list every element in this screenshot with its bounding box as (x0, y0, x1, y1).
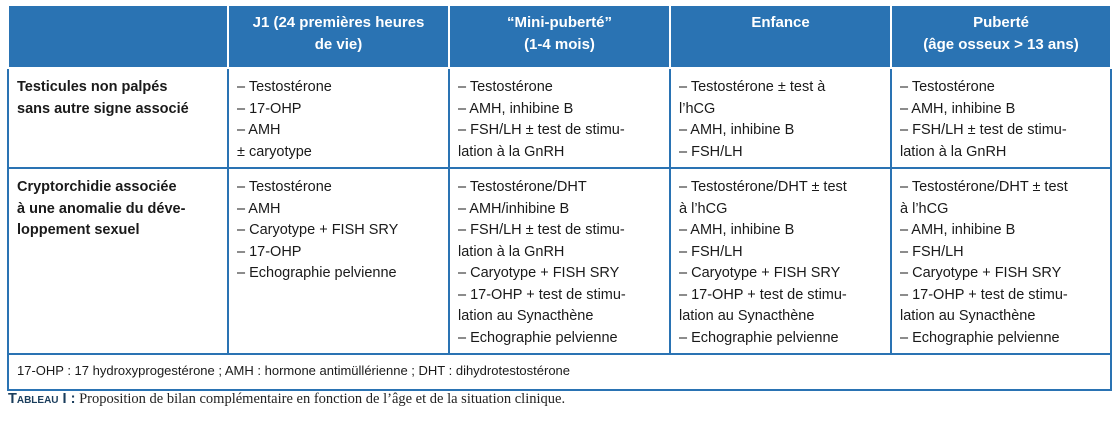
cell-line: à l’hCG (679, 200, 728, 217)
cell-j1 (228, 168, 449, 354)
header-mini-puberte: “Mini-puberté” (1-4 mois) (449, 5, 670, 68)
row-label: Testicules non palpés sans autre signe associé (8, 68, 228, 168)
cell-line: – Testostérone (900, 79, 995, 95)
cell-line: – Echographie pelvienne (900, 329, 1060, 346)
cell-line: lation à la GnRH (458, 143, 565, 160)
header-j1: J1 (24 premières heures de vie) (228, 5, 449, 68)
cell-line: – AMH/inhibine B (458, 200, 570, 217)
table-caption (8, 391, 565, 408)
cell-line: – Testostérone (458, 79, 553, 95)
cell-line: – Testostérone (237, 79, 332, 95)
cell-line: – 17-OHP + test de stimu- (900, 286, 1068, 303)
row-testicules-non-palpes (8, 68, 1111, 168)
cell-line: – AMH, inhibine B (900, 222, 1016, 238)
cell-line: – Testostérone/DHT ± test (900, 179, 1068, 195)
footnote-row (8, 354, 1111, 390)
cell-puberte (891, 68, 1111, 168)
bilan-table (7, 4, 1112, 391)
row-label: Cryptorchidie associée à une anomalie du déve- loppement sexuel (8, 168, 228, 354)
cell-line: – FSH/LH (679, 143, 743, 160)
cell-line: – Echographie pelvienne (458, 329, 618, 346)
cell-line: – AMH (237, 200, 281, 217)
cell-puberte (891, 168, 1111, 354)
cell-line: – FSH/LH ± test de stimu- (458, 222, 625, 238)
cell-line: – AMH, inhibine B (900, 100, 1016, 117)
cell-line: – Caryotype + FISH SRY (900, 265, 1062, 281)
cell-line: – FSH/LH (900, 243, 964, 260)
cell-line: – FSH/LH ± test de stimu- (458, 122, 625, 138)
cell-line: – AMH, inhibine B (679, 122, 795, 138)
cell-line: – 17-OHP (237, 100, 302, 117)
header-row (8, 5, 1111, 68)
cell-line: lation au Synacthène (458, 308, 594, 324)
cell-line: l’hCG (679, 100, 716, 117)
cell-mini-puberte (449, 168, 670, 354)
cell-line: – AMH (237, 122, 281, 138)
cell-line: – Caryotype + FISH SRY (458, 265, 620, 281)
cell-line: – Testostérone/DHT (458, 179, 587, 195)
caption-label: Tableau I : (8, 391, 76, 407)
cell-line: à l’hCG (900, 200, 949, 217)
header-puberte: Puberté (âge osseux > 13 ans) (891, 5, 1111, 68)
caption-text: Proposition de bilan complémentaire en fonction de l’âge et de la situation clinique. (75, 391, 566, 407)
cell-line: – Caryotype + FISH SRY (237, 222, 399, 238)
cell-line: – Testostérone/DHT ± test (679, 179, 847, 195)
cell-line: – AMH, inhibine B (679, 222, 795, 238)
cell-line: – Echographie pelvienne (237, 265, 397, 281)
cell-line: lation au Synacthène (900, 308, 1036, 324)
cell-line: – 17-OHP + test de stimu- (679, 286, 847, 303)
cell-enfance (670, 68, 891, 168)
cell-line: lation à la GnRH (900, 143, 1007, 160)
cell-line: – Testostérone (237, 179, 332, 195)
cell-line: – Caryotype + FISH SRY (679, 265, 841, 281)
cell-line: – FSH/LH (679, 243, 743, 260)
cell-line: lation au Synacthène (679, 308, 815, 324)
cell-line: – Echographie pelvienne (679, 329, 839, 346)
cell-line: – 17-OHP + test de stimu- (458, 286, 626, 303)
footnote: 17-OHP : 17 hydroxyprogestérone ; AMH : hormone antimüllérienne ; DHT : dihydrotestostérone (8, 354, 1111, 390)
cell-mini-puberte (449, 68, 670, 168)
header-blank (8, 5, 228, 68)
cell-line: – Testostérone ± test à (679, 79, 826, 95)
header-enfance: Enfance (670, 5, 891, 68)
cell-enfance (670, 168, 891, 354)
cell-line: – 17-OHP (237, 243, 302, 260)
row-cryptorchidie-anomalie (8, 168, 1111, 354)
cell-line: – FSH/LH ± test de stimu- (900, 122, 1067, 138)
cell-line: lation à la GnRH (458, 243, 565, 260)
cell-line: ± caryotype (237, 143, 312, 160)
cell-line: – AMH, inhibine B (458, 100, 574, 117)
cell-j1 (228, 68, 449, 168)
